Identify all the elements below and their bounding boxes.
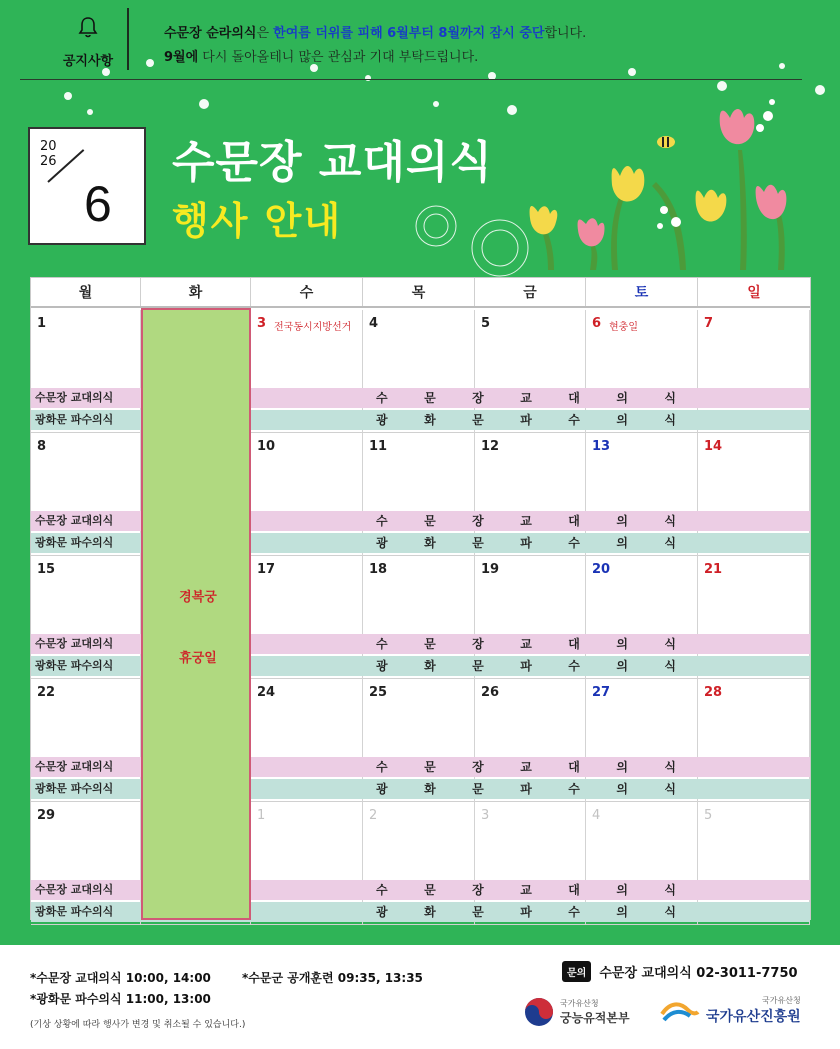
day-number: 20 xyxy=(592,562,611,577)
bar-char: 파 xyxy=(520,659,532,673)
bar-char: 교 xyxy=(520,391,532,405)
weekday-header: 토 xyxy=(586,278,698,306)
weekday-header: 수 xyxy=(251,278,363,306)
day-number: 1 xyxy=(257,808,266,823)
year-top: 20 xyxy=(40,139,57,154)
bar-char: 식 xyxy=(664,905,676,919)
logo2-small: 국가유산청 xyxy=(762,996,801,1005)
notice-particle: 은 xyxy=(256,26,274,41)
bar-char: 식 xyxy=(664,782,676,796)
bar-char: 교 xyxy=(520,514,532,528)
weekday-header: 월 xyxy=(31,278,141,306)
logo1-small: 국가유산청 xyxy=(560,999,599,1008)
day-number: 1 xyxy=(37,316,47,331)
bar-char: 장 xyxy=(472,514,484,528)
schedule-training: *수문군 공개훈련 09:35, 13:35 xyxy=(242,971,423,985)
day-number: 27 xyxy=(592,685,611,700)
guard-text xyxy=(376,656,676,676)
caution-text: (기상 상황에 따라 행사가 변경 및 취소될 수 있습니다.) xyxy=(30,1020,246,1030)
day-number: 12 xyxy=(481,439,500,454)
bar-char: 대 xyxy=(568,883,580,897)
contact-text: 수문장 교대의식 02-3011-7750 xyxy=(599,966,798,981)
ceremony-text xyxy=(376,634,676,654)
day-number: 21 xyxy=(704,562,723,577)
bar-char: 파 xyxy=(520,413,532,427)
bar-char: 장 xyxy=(472,883,484,897)
guard-text xyxy=(376,779,676,799)
guard-label: 광화문 파수의식 xyxy=(35,782,114,795)
bar-char: 의 xyxy=(616,514,628,528)
logo-heritage-agency xyxy=(660,995,801,1026)
ceremony-label: 수문장 교대의식 xyxy=(35,760,114,773)
bar-char: 수 xyxy=(376,760,388,774)
schedule-ceremony: *수문장 교대의식 10:00, 14:00 xyxy=(30,971,211,985)
bar-char: 수 xyxy=(568,413,580,427)
notice-month: 9월에 xyxy=(164,50,199,65)
page-subtitle: 행사 안내 xyxy=(172,199,343,243)
ceremony-text xyxy=(376,757,676,777)
day-number: 8 xyxy=(37,439,47,454)
notice-divider xyxy=(127,8,129,70)
day-number: 7 xyxy=(704,316,714,331)
ceremony-text xyxy=(376,880,676,900)
bar-char: 식 xyxy=(664,413,676,427)
day-number: 4 xyxy=(369,316,379,331)
bar-char: 교 xyxy=(520,760,532,774)
schedule-guard: *광화문 파수의식 11:00, 13:00 xyxy=(30,992,211,1006)
bar-char: 문 xyxy=(472,659,484,673)
notice-header xyxy=(48,16,128,69)
year-bottom: 26 xyxy=(40,154,57,169)
weekday-header: 목 xyxy=(363,278,475,306)
bar-char: 대 xyxy=(568,391,580,405)
day-number: 28 xyxy=(704,685,723,700)
bar-char: 화 xyxy=(424,905,436,919)
day-note: 전국동시지방선거 xyxy=(274,322,352,333)
ceremony-text xyxy=(376,388,676,408)
closed-day-column xyxy=(141,308,251,920)
bar-char: 의 xyxy=(616,905,628,919)
weekday-header: 일 xyxy=(747,285,761,301)
date-year xyxy=(40,139,66,169)
day-number: 13 xyxy=(592,439,611,454)
bar-char: 의 xyxy=(616,637,628,651)
notice-line-1 xyxy=(164,22,586,46)
notice-message: 다시 돌아올테니 많은 관심과 기대 부탁드립니다. xyxy=(198,50,479,65)
guard-label: 광화문 파수의식 xyxy=(35,536,114,549)
day-number: 18 xyxy=(369,562,388,577)
notice-line-2 xyxy=(164,46,586,70)
day-number: 5 xyxy=(481,316,491,331)
notice-highlight: 한여름 더위를 피해 6월부터 8월까지 잠시 중단 xyxy=(273,26,545,41)
bar-char: 식 xyxy=(664,637,676,651)
bar-char: 식 xyxy=(664,659,676,673)
bar-char: 수 xyxy=(376,391,388,405)
bar-char: 의 xyxy=(616,413,628,427)
bar-char: 교 xyxy=(520,637,532,651)
bar-char: 수 xyxy=(568,536,580,550)
bar-char: 의 xyxy=(616,760,628,774)
ceremony-label: 수문장 교대의식 xyxy=(35,637,114,650)
date-month: 6 xyxy=(84,176,112,232)
weekday-header: 화 xyxy=(141,278,251,306)
bar-char: 식 xyxy=(664,391,676,405)
bar-char: 문 xyxy=(472,905,484,919)
bar-char: 문 xyxy=(472,413,484,427)
calendar xyxy=(30,277,811,920)
day-number: 19 xyxy=(481,562,500,577)
bell-icon xyxy=(78,16,98,38)
footer xyxy=(0,945,840,1049)
bar-char: 화 xyxy=(424,659,436,673)
taegeuk-icon xyxy=(524,997,554,1027)
day-number: 25 xyxy=(369,685,388,700)
bar-char: 의 xyxy=(616,883,628,897)
day-note: 현충일 xyxy=(609,322,638,333)
calendar-header xyxy=(31,278,810,308)
bar-char: 의 xyxy=(616,782,628,796)
notice-subject: 수문장 순라의식 xyxy=(164,26,257,41)
notice-bar xyxy=(20,4,802,80)
bar-char: 식 xyxy=(664,536,676,550)
bar-char: 파 xyxy=(520,782,532,796)
bar-char: 화 xyxy=(424,782,436,796)
bar-char: 광 xyxy=(376,659,388,673)
guard-text xyxy=(376,410,676,430)
day-number: 5 xyxy=(704,808,713,823)
heritage-wave-icon xyxy=(660,998,700,1024)
bar-char: 문 xyxy=(472,782,484,796)
guard-label: 광화문 파수의식 xyxy=(35,659,114,672)
closed-label-holiday: 휴궁일 xyxy=(179,651,217,666)
bar-char: 화 xyxy=(424,413,436,427)
bar-char: 문 xyxy=(424,760,436,774)
guard-label: 광화문 파수의식 xyxy=(35,413,114,426)
day-number: 22 xyxy=(37,685,56,700)
bar-char: 대 xyxy=(568,637,580,651)
contact-info xyxy=(562,961,798,982)
day-number: 26 xyxy=(481,685,500,700)
day-number: 3 xyxy=(481,808,490,823)
ceremony-label: 수문장 교대의식 xyxy=(35,514,114,527)
bar-char: 광 xyxy=(376,782,388,796)
bar-char: 교 xyxy=(520,883,532,897)
day-number: 2 xyxy=(369,808,378,823)
bar-char: 문 xyxy=(424,391,436,405)
bar-char: 광 xyxy=(376,536,388,550)
bar-char: 수 xyxy=(568,905,580,919)
day-number: 14 xyxy=(704,439,723,454)
bar-char: 파 xyxy=(520,905,532,919)
bar-char: 의 xyxy=(616,391,628,405)
bar-char: 대 xyxy=(568,514,580,528)
bar-char: 장 xyxy=(472,637,484,651)
logo-palace-bureau xyxy=(524,997,630,1027)
bar-char: 문 xyxy=(424,883,436,897)
day-number: 11 xyxy=(369,439,388,454)
bar-char: 의 xyxy=(616,659,628,673)
page-title: 수문장 교대의식 xyxy=(172,137,493,188)
bar-char: 수 xyxy=(376,637,388,651)
bar-char: 의 xyxy=(616,536,628,550)
bar-char: 식 xyxy=(664,883,676,897)
day-number: 4 xyxy=(592,808,601,823)
bar-char: 수 xyxy=(568,782,580,796)
weekday-header: 금 xyxy=(475,278,586,306)
guard-text xyxy=(376,902,676,922)
ceremony-label: 수문장 교대의식 xyxy=(35,391,114,404)
bar-char: 수 xyxy=(376,514,388,528)
notice-ending: 합니다. xyxy=(544,26,587,41)
bar-char: 장 xyxy=(472,760,484,774)
notice-label: 공지사항 xyxy=(62,54,114,69)
bar-char: 수 xyxy=(376,883,388,897)
bar-char: 식 xyxy=(664,760,676,774)
day-number: 29 xyxy=(37,808,56,823)
logo1-big: 궁능유적본부 xyxy=(560,1011,630,1025)
contact-badge: 문의 xyxy=(562,961,591,982)
bar-char: 문 xyxy=(424,637,436,651)
notice-text xyxy=(164,22,586,70)
ceremony-text xyxy=(376,511,676,531)
bar-char: 수 xyxy=(568,659,580,673)
bar-char: 문 xyxy=(472,536,484,550)
bar-char: 문 xyxy=(424,514,436,528)
bar-char: 식 xyxy=(664,514,676,528)
bar-char: 파 xyxy=(520,536,532,550)
day-number: 10 xyxy=(257,439,276,454)
day-number: 3 xyxy=(257,316,267,331)
logo2-big: 국가유산진흥원 xyxy=(706,1009,801,1025)
date-box xyxy=(28,127,146,245)
day-number: 6 xyxy=(592,316,602,331)
bar-char: 장 xyxy=(472,391,484,405)
bar-char: 대 xyxy=(568,760,580,774)
logo2-text xyxy=(706,995,801,1026)
bar-char: 화 xyxy=(424,536,436,550)
day-number: 17 xyxy=(257,562,276,577)
closed-label-palace: 경복궁 xyxy=(179,590,217,605)
bar-char: 광 xyxy=(376,413,388,427)
guard-text xyxy=(376,533,676,553)
guard-label: 광화문 파수의식 xyxy=(35,905,114,918)
logo1-text xyxy=(560,998,630,1026)
bar-char: 광 xyxy=(376,905,388,919)
day-number: 15 xyxy=(37,562,56,577)
day-number: 24 xyxy=(257,685,276,700)
ceremony-label: 수문장 교대의식 xyxy=(35,883,114,896)
